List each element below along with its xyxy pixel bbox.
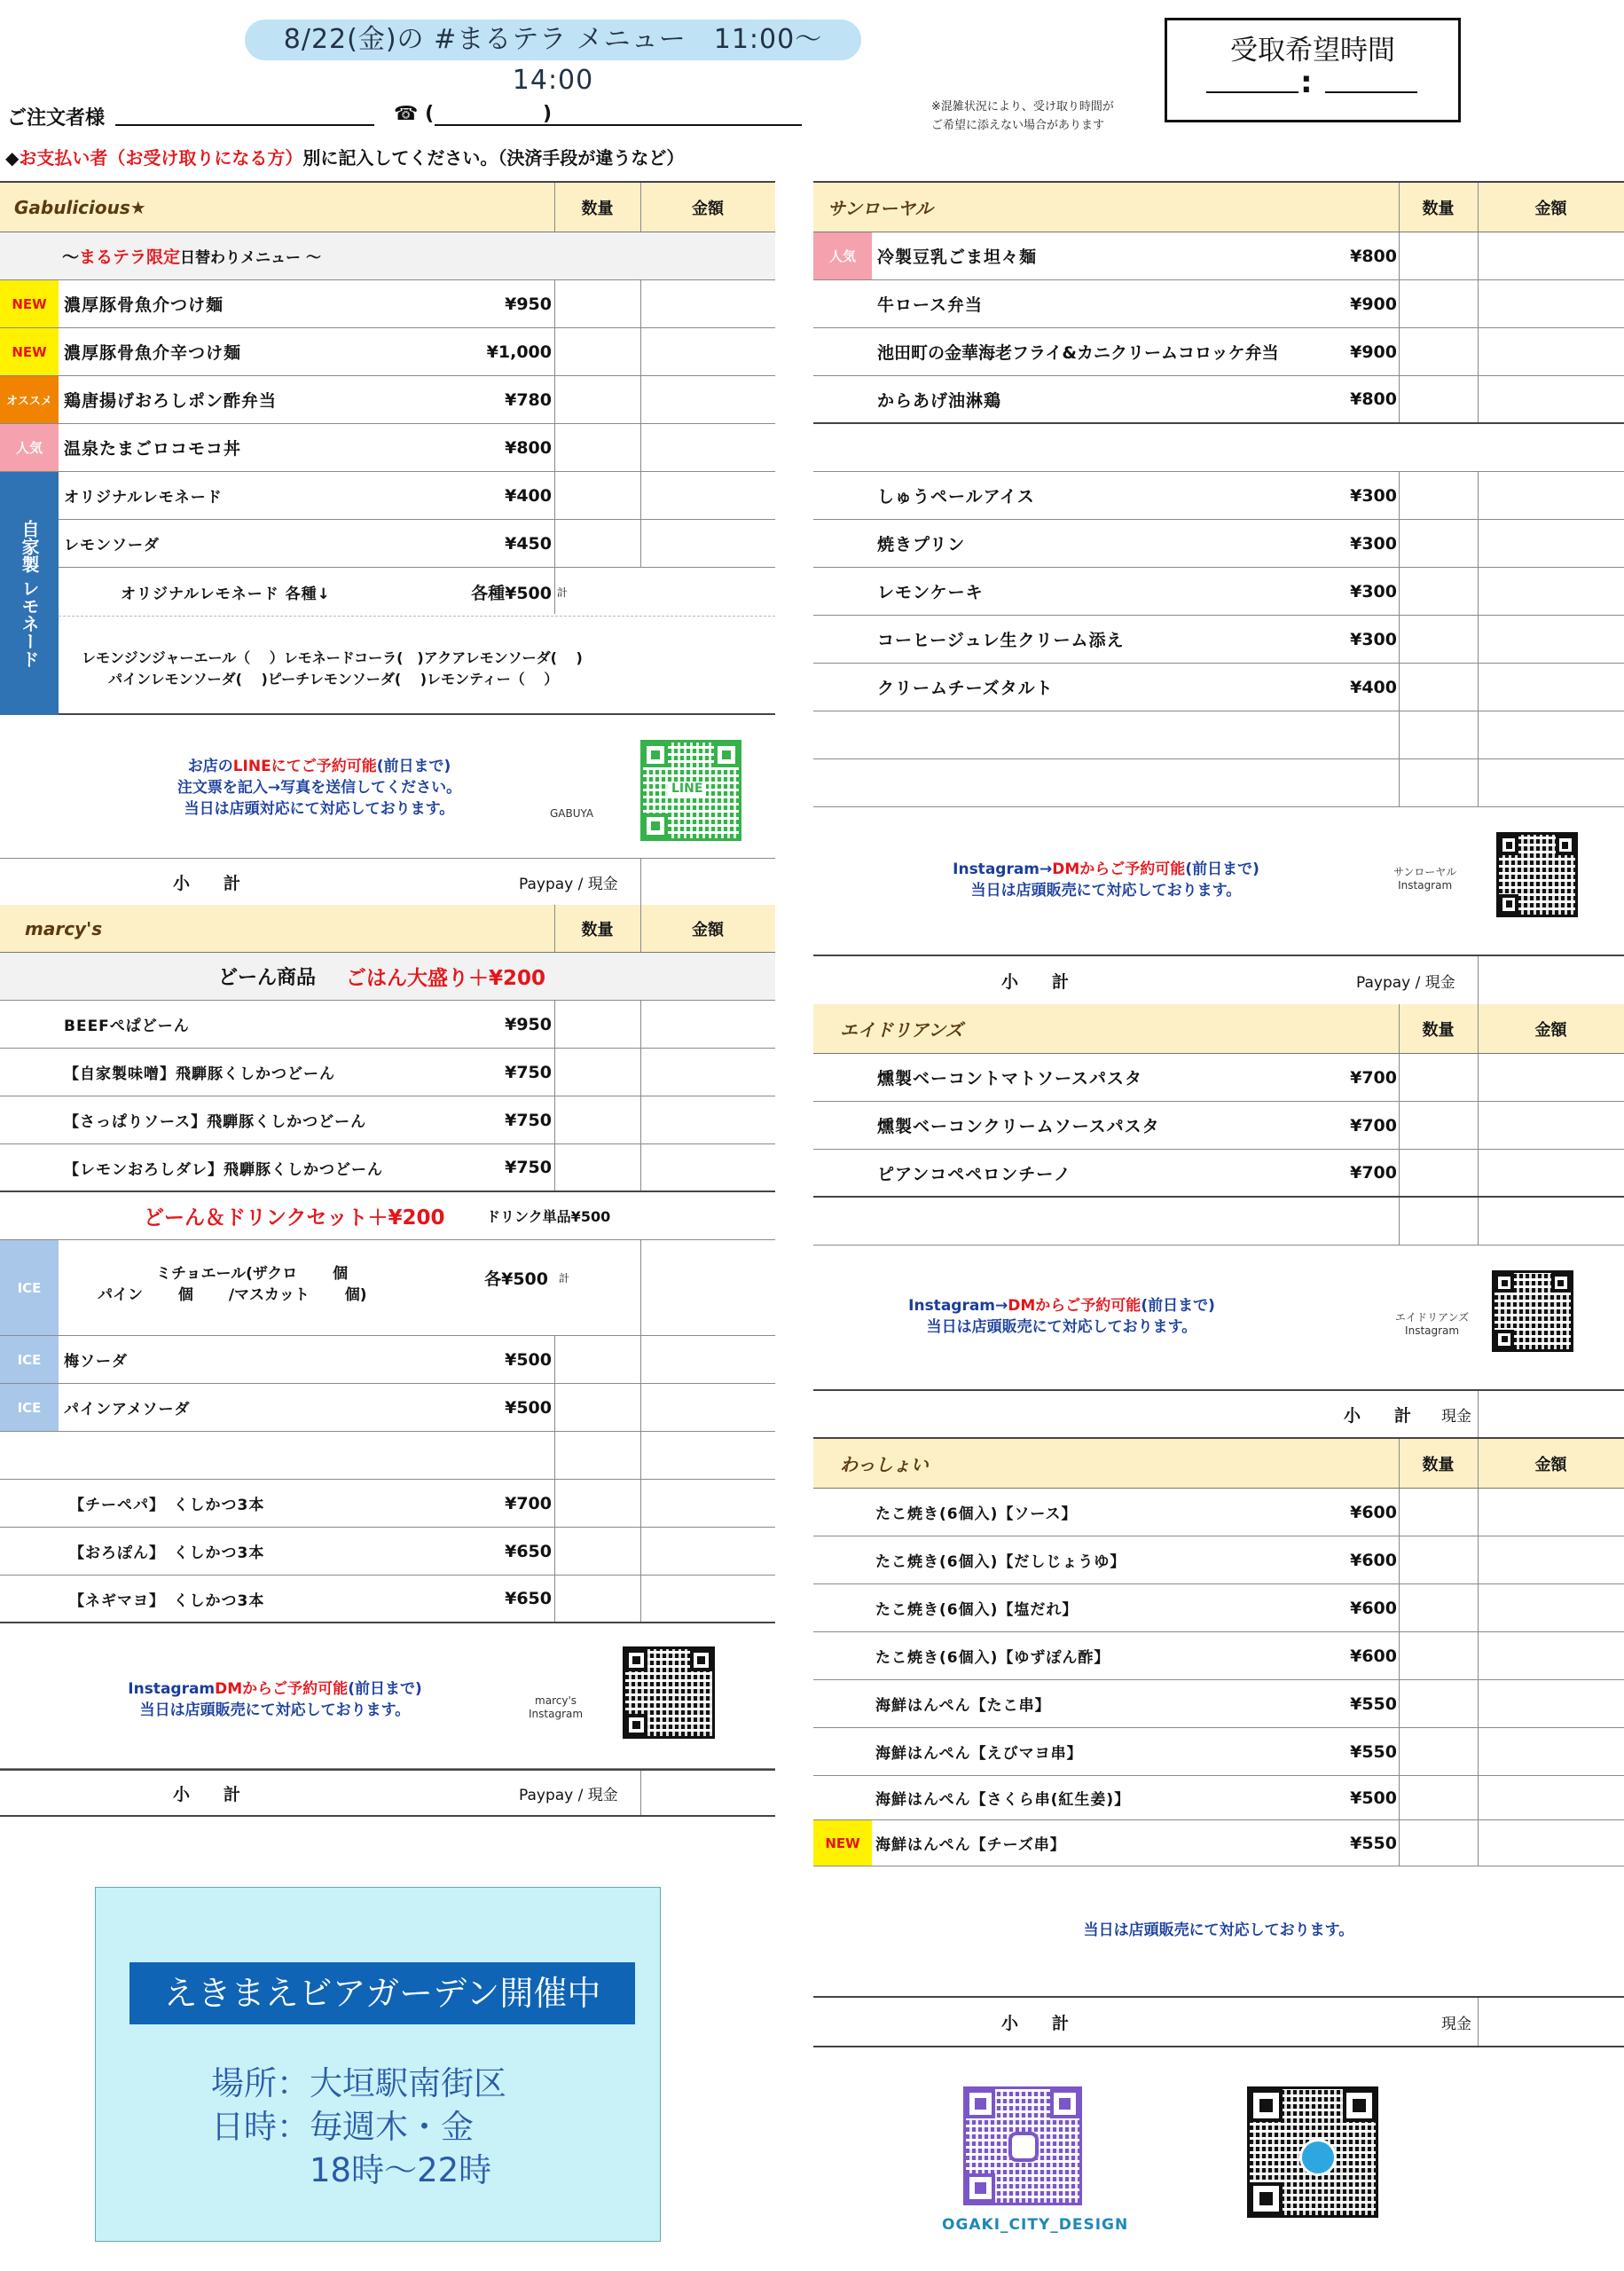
info-2: 当日は店頭販売にて対応しております。 <box>970 882 1242 900</box>
info-3: 当日は店頭対応にて対応しております。 <box>184 800 455 818</box>
item-name: 海鮮はんぺん【さくら串(紅生姜)】 <box>875 1791 1131 1809</box>
wasshoi-header-row <box>813 1439 1624 1489</box>
item-name: 梅ソーダ <box>64 1353 128 1371</box>
qty-column-header: 数量 <box>581 199 614 218</box>
item-price: ¥800 <box>505 437 552 458</box>
special-red: まるテラ限定 <box>79 248 181 267</box>
menu-item-row[interactable] <box>813 328 1624 376</box>
reservation-info <box>98 1678 452 1721</box>
menu-item-row[interactable] <box>0 424 775 472</box>
popular-badge: 人気 <box>0 424 59 471</box>
menu-item-row[interactable] <box>813 1820 1624 1866</box>
item-price: ¥500 <box>505 1397 552 1418</box>
item-price: 各¥500 <box>484 1269 548 1289</box>
info-2: 注文票を記入→写真を送信してください。 <box>177 779 462 797</box>
menu-item-row[interactable] <box>813 664 1624 711</box>
payment-note-red: お支払い者（お受け取りになる方） <box>19 147 303 169</box>
gabulicious-info <box>0 715 775 859</box>
reservation-info: 当日は店頭販売にて対応しております。 <box>1083 1921 1354 1939</box>
item-name: 海鮮はんぺん【チーズ串】 <box>875 1836 1066 1854</box>
payment-methods: Paypay / 現金 <box>519 875 618 893</box>
adrians-header-row <box>813 1004 1624 1054</box>
beer-schedule: 日時：毎週木・金 <box>211 2108 474 2146</box>
subtotal-label: 小 計 <box>173 1784 241 1804</box>
menu-item-row[interactable] <box>0 1576 775 1623</box>
adrians-instagram-qr-code[interactable] <box>1492 1270 1573 1352</box>
ogaki-site-qr-code[interactable] <box>1247 2086 1378 2218</box>
item-price: ¥1,000 <box>486 342 552 362</box>
qty-column-header: 数量 <box>1422 1020 1455 1040</box>
marcys-header-row <box>0 905 775 953</box>
item-name: 鶏唐揚げおろしポン酢弁当 <box>64 391 278 411</box>
michoale-line-2: パイン 個 /マスカット 個) <box>98 1286 367 1304</box>
don-title-row <box>0 953 775 1001</box>
info-1-post: (前日まで) <box>376 758 451 775</box>
item-price: ¥450 <box>505 533 552 554</box>
gabulicious-table <box>0 181 775 907</box>
item-name: 牛ロース弁当 <box>877 295 984 315</box>
menu-item-row[interactable] <box>813 1728 1624 1776</box>
assort-name: オリジナルレモネード 各種↓ <box>121 585 331 603</box>
adrians-table <box>813 1004 1624 1439</box>
item-name: 池田町の金華海老フライ&カニクリームコロッケ弁当 <box>877 343 1279 363</box>
special-prefix: ～ <box>62 248 80 267</box>
line-qr-code[interactable] <box>640 740 741 841</box>
item-price: ¥950 <box>505 1014 552 1034</box>
item-name: 【自家製味噌】飛騨豚くしかつどーん <box>64 1065 335 1083</box>
michoale-line-1: ミチョエール(ザクロ 個 <box>156 1265 349 1283</box>
subtotal-label: 小 計 <box>173 873 241 893</box>
amount-column-header: 金額 <box>1534 199 1567 218</box>
item-price: ¥700 <box>1350 1163 1397 1183</box>
item-name: 焼きプリン <box>877 535 966 554</box>
assort-price: 各種¥500 <box>471 583 552 603</box>
qr-caption-line-1: エイドリアンズ <box>1395 1311 1470 1324</box>
menu-item-row[interactable] <box>813 520 1624 568</box>
item-name: 【ネギマヨ】 くしかつ3本 <box>69 1591 265 1610</box>
menu-item-row[interactable] <box>813 1776 1624 1820</box>
adrians-info <box>813 1246 1624 1391</box>
item-price: ¥700 <box>505 1493 552 1513</box>
item-name: たこ焼き(6個入)【ソース】 <box>875 1505 1078 1523</box>
reservation-info <box>106 756 532 820</box>
info-1-red: DMからご予約可能 <box>1008 1297 1142 1315</box>
item-name: からあげ油淋鶏 <box>877 390 1002 411</box>
item-name: レモンソーダ <box>64 537 160 554</box>
pickup-time-title: 受取希望時間 <box>1230 35 1395 67</box>
qr-caption-line-2: Instagram <box>1398 879 1453 892</box>
amount-column-header: 金額 <box>1534 1455 1567 1474</box>
ice-badge: ICE <box>0 1240 59 1335</box>
info-1-pre: お店の <box>187 758 233 775</box>
item-name: 温泉たまごロコモコ丼 <box>64 439 242 459</box>
drink-set-title: どーん＆ドリンクセット＋¥200 <box>144 1206 445 1230</box>
ice-badge: ICE <box>0 1336 59 1383</box>
info-1-red: DMからご予約可能 <box>1052 860 1186 878</box>
shop-name: marcy's <box>25 917 103 939</box>
menu-item-row[interactable] <box>59 472 775 520</box>
item-price: ¥750 <box>505 1110 552 1130</box>
item-name: 濃厚豚骨魚介辛つけ麺 <box>64 343 242 363</box>
menu-item-row[interactable] <box>0 328 775 376</box>
customer-name-field[interactable] <box>115 124 374 126</box>
special-menu-row <box>0 232 775 280</box>
phone-close: ) <box>543 103 553 125</box>
menu-item-row[interactable] <box>813 472 1624 520</box>
menu-item-row[interactable] <box>813 1584 1624 1632</box>
amount-column-header: 金額 <box>1534 1020 1567 1040</box>
qty-column-header: 数量 <box>581 920 614 939</box>
wasshoi-info <box>813 1866 1624 1998</box>
beer-garden-banner: えきまえビアガーデン開催中 <box>129 1962 635 2024</box>
qr-caption-line-1: marcy's <box>535 1694 577 1707</box>
item-price: ¥600 <box>1350 1646 1397 1666</box>
beer-garden-details <box>211 2062 506 2192</box>
menu-item-row[interactable] <box>0 1384 775 1432</box>
shop-name: エイドリアンズ <box>840 1019 963 1041</box>
item-name: 【さっぱりソース】飛騨豚くしかつどーん <box>64 1113 367 1131</box>
item-name: コーヒージュレ生クリーム添え <box>877 631 1125 650</box>
item-price: ¥550 <box>1350 1693 1397 1714</box>
subtotal-row[interactable] <box>813 1391 1624 1439</box>
info-1-pre: Instagram→ <box>908 1297 1008 1315</box>
payment-methods: Paypay / 現金 <box>1356 973 1455 992</box>
qr-caption <box>1393 866 1456 892</box>
item-price: ¥650 <box>505 1541 552 1561</box>
gabulicious-header-row <box>0 183 775 232</box>
menu-item-row[interactable] <box>813 1536 1624 1584</box>
crowd-note-line-1: ※混雑状況により、受け取り時間が <box>931 100 1114 114</box>
popular-badge: 人気 <box>813 232 872 279</box>
sunroyal-table <box>813 181 1624 1006</box>
michoale-row[interactable] <box>0 1240 775 1336</box>
menu-item-row[interactable] <box>813 232 1624 280</box>
menu-item-row[interactable] <box>0 1144 775 1192</box>
item-price: ¥550 <box>1350 1741 1397 1762</box>
item-price: ¥600 <box>1350 1502 1397 1522</box>
assort-total-mark: 計 <box>557 585 569 599</box>
pickup-time-box[interactable] <box>1165 18 1461 122</box>
item-name: BEEFぺぱどーん <box>64 1018 190 1035</box>
special-rest: 日替わりメニュー ～ <box>180 249 321 267</box>
shop-name: サンローヤル <box>828 198 933 219</box>
item-name: たこ焼き(6個入)【塩だれ】 <box>875 1601 1079 1619</box>
item-name: しゅうペールアイス <box>877 487 1035 507</box>
payment-note-bullet: ◆ <box>5 147 20 169</box>
subtotal-row[interactable] <box>0 1769 775 1817</box>
phone-field[interactable] <box>435 124 802 126</box>
menu-item-row[interactable] <box>0 1336 775 1384</box>
sunroyal-instagram-qr-code[interactable] <box>1496 832 1578 917</box>
item-price: ¥300 <box>1350 533 1397 554</box>
amount-column-header: 金額 <box>692 199 724 218</box>
item-name: 海鮮はんぺん【たこ串】 <box>875 1697 1051 1715</box>
item-price: ¥500 <box>505 1349 552 1370</box>
menu-item-row[interactable] <box>813 1054 1624 1102</box>
menu-item-row[interactable] <box>813 280 1624 328</box>
item-price: ¥550 <box>1350 1833 1397 1853</box>
item-name: ピアンコペペロンチーノ <box>877 1164 1071 1184</box>
qr-caption <box>529 1694 583 1721</box>
item-price: ¥780 <box>505 389 552 410</box>
lemonade-section-label: 自家製 レモネード <box>0 472 59 715</box>
payment-methods: 現金 <box>1441 2015 1471 2033</box>
sunroyal-info <box>813 807 1624 956</box>
menu-item-row[interactable] <box>813 1680 1624 1728</box>
item-price: ¥700 <box>1350 1067 1397 1088</box>
subtotal-label: 小 計 <box>1001 2013 1070 2033</box>
payment-note-rest: 別に記入してください。（決済手段が違うなど） <box>302 147 685 169</box>
ice-badge: ICE <box>0 1384 59 1431</box>
menu-item-row[interactable] <box>813 1102 1624 1150</box>
qr-caption-line-1: サンローヤル <box>1393 866 1457 878</box>
menu-item-row[interactable] <box>813 1632 1624 1680</box>
qr-caption: GABUYA <box>550 807 594 820</box>
ogaki-logo-icon <box>1299 2139 1337 2176</box>
michoale-options <box>98 1263 367 1306</box>
item-price: ¥600 <box>1350 1550 1397 1570</box>
ogaki-instagram-caption: OGAKI_CITY_DESIGN <box>942 2216 1129 2234</box>
beer-garden-panel <box>95 1887 661 2242</box>
line-logo-label: LINE <box>668 782 706 796</box>
info-1-red: LINEにてご予約可能 <box>232 758 377 775</box>
flavor-line-2: パインレモンソーダ( )ピーチレモンソーダ( )レモンティー（ ） <box>108 671 559 688</box>
item-name: 【レモンおろしダレ】飛騨豚くしかつどーん <box>64 1160 383 1179</box>
sunroyal-header-row <box>813 183 1624 232</box>
marcys-table <box>0 905 775 1822</box>
menu-item-row[interactable] <box>59 520 775 568</box>
menu-item-row[interactable] <box>0 1049 775 1096</box>
item-name: 海鮮はんぺん【えびマヨ串】 <box>875 1745 1083 1763</box>
marcys-instagram-qr-code[interactable] <box>623 1646 715 1739</box>
set-title-row <box>0 1192 775 1240</box>
pickup-minute-field[interactable] <box>1325 91 1417 93</box>
blank-row[interactable] <box>813 759 1624 807</box>
flavor-options[interactable] <box>82 648 583 690</box>
blank-row[interactable] <box>813 711 1624 759</box>
item-name: 冷製豆乳ごま坦々麺 <box>877 248 1038 267</box>
item-name: 燻製ベーコンクリームソースパスタ <box>877 1117 1160 1136</box>
menu-item-row[interactable] <box>813 1489 1624 1536</box>
menu-item-row[interactable] <box>0 1480 775 1528</box>
shop-name: わっしょい <box>840 1454 929 1475</box>
item-price: ¥900 <box>1350 342 1397 362</box>
info-1-pre: Instagram→ <box>953 860 1053 878</box>
pickup-hour-field[interactable] <box>1206 91 1298 93</box>
item-price: ¥300 <box>1350 581 1397 601</box>
customer-label: ご注文者様 <box>7 107 106 130</box>
reservation-info <box>920 859 1292 901</box>
payment-note <box>5 144 684 169</box>
qty-column-header: 数量 <box>1422 1455 1455 1474</box>
item-price: ¥700 <box>1350 1115 1397 1136</box>
item-name: 濃厚豚骨魚介つけ麺 <box>64 295 224 315</box>
reservation-info <box>875 1295 1248 1338</box>
instagram-icon <box>1008 2132 1039 2162</box>
info-1-post: (前日まで) <box>1185 860 1259 878</box>
blank-row[interactable] <box>813 1198 1624 1246</box>
recommend-badge: オススメ <box>0 376 59 423</box>
marcys-info <box>0 1623 775 1769</box>
pickup-colon: : <box>1300 65 1313 100</box>
qr-caption-line-2: Instagram <box>1405 1324 1460 1337</box>
item-price: ¥950 <box>505 294 552 314</box>
blank-row[interactable] <box>0 1432 775 1480</box>
menu-item-row[interactable] <box>0 280 775 328</box>
michoale-total-mark: 計 <box>559 1272 570 1285</box>
subtotal-row[interactable] <box>813 956 1624 1006</box>
qty-column-header: 数量 <box>1422 199 1455 218</box>
item-name: たこ焼き(6個入)【ゆずぽん酢】 <box>875 1649 1110 1667</box>
info-1-pre: Instagram <box>128 1680 216 1698</box>
item-price: ¥900 <box>1350 294 1397 314</box>
crowd-note <box>931 98 1114 135</box>
menu-item-row[interactable] <box>813 616 1624 664</box>
menu-item-row[interactable] <box>0 376 775 424</box>
blank-row[interactable] <box>813 424 1624 472</box>
flavor-line-1: レモンジンジャーエール（ ）レモネードコーラ( )アクアレモンソーダ( ) <box>82 649 583 666</box>
subtotal-row[interactable] <box>813 1998 1624 2047</box>
don-title: どーん商品 <box>218 967 317 989</box>
menu-item-row[interactable] <box>0 1001 775 1049</box>
item-name: パインアメソーダ <box>64 1401 191 1418</box>
item-name: レモンケーキ <box>877 583 984 602</box>
item-name: 【チーペパ】 くしかつ3本 <box>69 1497 265 1514</box>
ogaki-instagram-qr-code[interactable] <box>963 2086 1082 2205</box>
item-name: 【おろぽん】 くしかつ3本 <box>69 1544 265 1562</box>
item-price: ¥800 <box>1350 389 1397 409</box>
amount-column-header: 金額 <box>692 920 724 939</box>
item-price: ¥300 <box>1350 629 1397 649</box>
item-price: ¥650 <box>505 1589 552 1608</box>
info-2: 当日は店頭販売にて対応しております。 <box>139 1701 411 1719</box>
drink-single-price: ドリンク単品¥500 <box>486 1208 611 1225</box>
payment-methods: Paypay / 現金 <box>519 1786 618 1804</box>
new-badge: NEW <box>0 328 59 375</box>
beer-location: 場所：大垣駅南街区 <box>211 2064 506 2102</box>
phone-label: ☎ ( <box>394 103 435 125</box>
item-name: 燻製ベーコントマトソースパスタ <box>877 1069 1143 1088</box>
special-menu-title <box>62 232 321 279</box>
item-name: クリームチーズタルト <box>877 679 1054 698</box>
menu-item-row[interactable] <box>813 1150 1624 1198</box>
subtotal-label: 小 計 <box>1001 971 1070 992</box>
page-title: 8/22(金)の #まるテラ メニュー 11:00～14:00 <box>245 20 861 60</box>
rice-upsize-note: ごはん大盛り＋¥200 <box>346 967 546 990</box>
shop-name: Gabulicious★ <box>14 196 146 218</box>
item-price: ¥300 <box>1350 485 1397 506</box>
crowd-note-line-2: ご希望に添えない場合があります <box>931 119 1105 132</box>
item-name: オリジナルレモネード <box>64 489 223 507</box>
item-price: ¥500 <box>1350 1788 1397 1808</box>
menu-item-row[interactable] <box>813 376 1624 424</box>
new-badge: NEW <box>813 1820 872 1866</box>
info-2: 当日は店頭販売にて対応しております。 <box>926 1318 1197 1336</box>
item-price: ¥400 <box>505 485 552 506</box>
info-1-post: (前日まで) <box>348 1680 422 1698</box>
item-price: ¥750 <box>505 1158 552 1177</box>
item-price: ¥400 <box>1350 677 1397 697</box>
item-price: ¥800 <box>1350 246 1397 266</box>
wasshoi-table <box>813 1439 1624 2047</box>
info-1-post: (前日まで) <box>1141 1297 1215 1315</box>
lemonade-assort-row[interactable] <box>59 568 775 715</box>
item-name: たこ焼き(6個入)【だしじょうゆ】 <box>875 1553 1126 1571</box>
qr-caption <box>1395 1311 1469 1338</box>
item-price: ¥600 <box>1350 1598 1397 1618</box>
info-1-red: DMからご予約可能 <box>215 1680 349 1698</box>
qr-caption-line-2: Instagram <box>529 1708 584 1720</box>
subtotal-row[interactable] <box>0 859 775 907</box>
menu-item-row[interactable] <box>0 1096 775 1144</box>
payment-methods: 現金 <box>1441 1407 1471 1426</box>
menu-item-row[interactable] <box>813 568 1624 616</box>
subtotal-label: 小 計 <box>1344 1405 1412 1426</box>
beer-hours: 18時～22時 <box>211 2151 492 2189</box>
menu-item-row[interactable] <box>0 1528 775 1576</box>
new-badge: NEW <box>0 280 59 327</box>
item-price: ¥750 <box>505 1062 552 1082</box>
